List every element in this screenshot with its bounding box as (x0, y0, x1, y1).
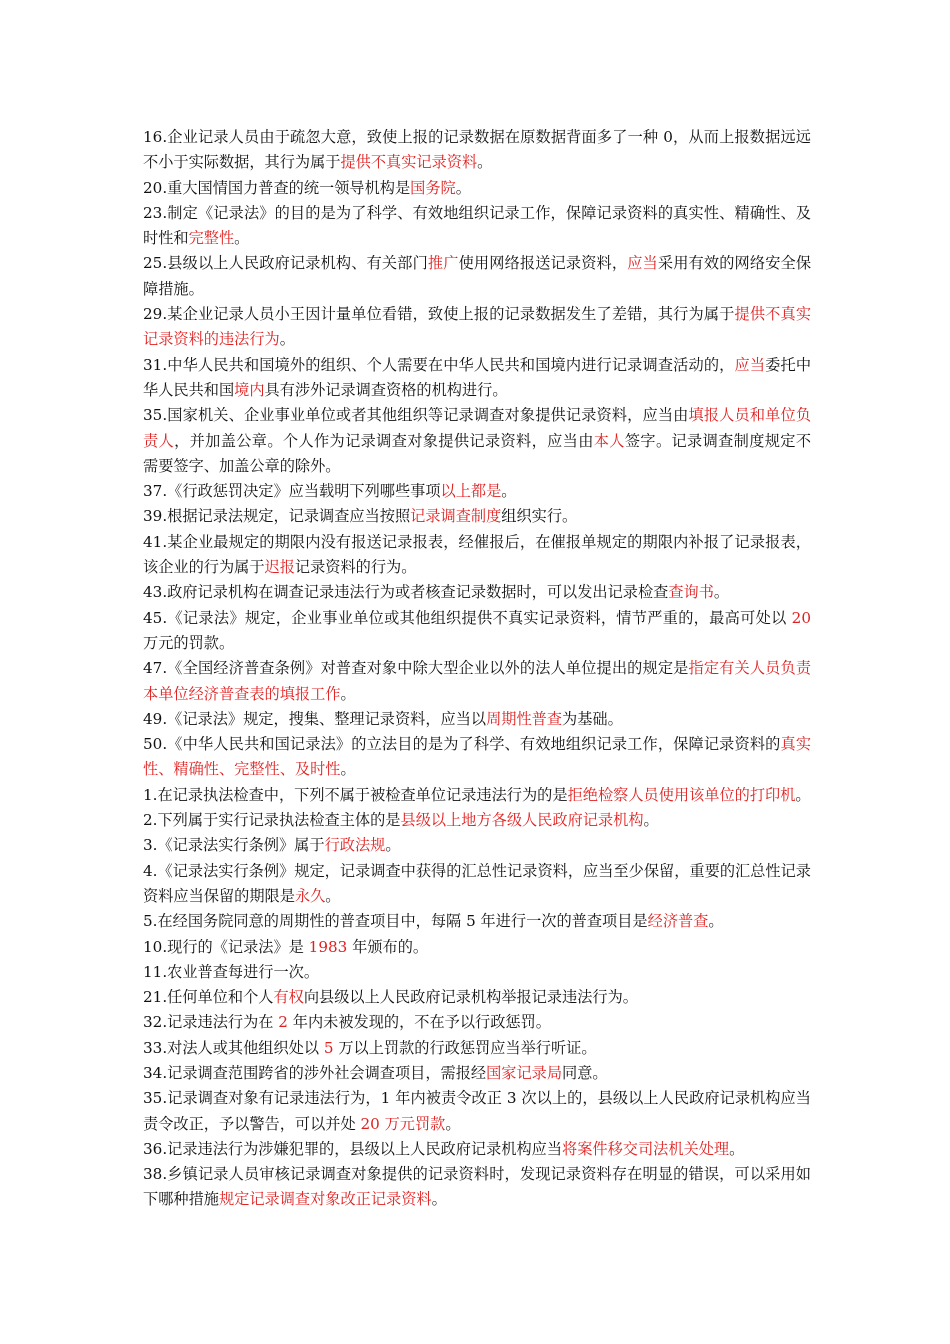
question-text: 年内未被发现的，不在予以行政惩罚。 (287, 1013, 551, 1032)
question-paragraph (143, 580, 811, 605)
question-text: 记录资料的行为。 (294, 558, 417, 577)
answer-text: 国家记录局 (486, 1063, 563, 1082)
question-text: 采用有效的网络安全保障措施。 (143, 254, 812, 298)
question-paragraph (143, 1086, 811, 1137)
answer-text: 本人 (593, 431, 625, 450)
answer-text: 提供不真实记录资料 (340, 153, 478, 172)
question-text: 。 (279, 330, 295, 349)
question-paragraph (143, 201, 811, 252)
answer-text: 完整性 (188, 229, 235, 248)
question-text: 1.在记录执法检查中，下列不属于被检查单位记录违法行为的是 (143, 785, 568, 804)
question-text: 。 (501, 482, 517, 501)
question-paragraph (143, 504, 811, 529)
question-text: 43.政府记录机构在调查记录违法行为或者核查记录数据时，可以发出记录检查 (143, 583, 669, 602)
question-text: 。 (729, 1139, 745, 1158)
question-text: 36.记录违法行为涉嫌犯罪的，县级以上人民政府记录机构应当 (143, 1139, 563, 1158)
document-page (143, 125, 811, 1213)
question-text: 。 (477, 153, 493, 172)
question-paragraph (143, 1036, 811, 1061)
question-text: 25.县级以上人民政府记录机构、有关部门 (143, 254, 428, 273)
answer-text: 应当 (734, 355, 766, 374)
answer-text: 境内 (234, 380, 265, 399)
question-paragraph (143, 479, 811, 504)
question-text: 33.对法人或其他组织处以 (143, 1038, 324, 1057)
answer-text: 5 (323, 1038, 334, 1057)
answer-text: 行政法规 (324, 836, 386, 855)
question-text: 委托中华人民共和国 (143, 355, 812, 399)
question-paragraph (143, 251, 811, 302)
question-paragraph (143, 833, 811, 858)
question-text: 10.现行的《记录法》是 (143, 937, 309, 956)
question-paragraph (143, 656, 811, 707)
question-text: 37.《行政惩罚决定》应当载明下列哪些事项 (143, 482, 441, 501)
question-text: 45.《记录法》规定，企业事业单位或其他组织提供不真实记录资料，情节严重的，最高可处以 (143, 608, 792, 627)
question-paragraph (143, 1061, 811, 1086)
question-text: 。 (431, 1190, 447, 1209)
question-text: 4.《记录法实行条例》规定，记录调查中获得的汇总性记录资料，应当至少保留，重要的汇总性记录资料应当保留的期限是 (143, 861, 811, 905)
question-paragraph (143, 125, 811, 176)
question-paragraph (143, 909, 811, 934)
question-paragraph (143, 176, 811, 201)
question-text: 。 (340, 760, 356, 779)
question-paragraph (143, 302, 811, 353)
answer-text: 提供不真实记录资料的违法行为 (143, 305, 812, 349)
question-paragraph (143, 403, 811, 479)
question-text: 35.国家机关、企业事业单位或者其他组织等记录调查对象提供记录资料，应当由 (143, 406, 689, 425)
question-text: 23.制定《记录法》的目的是为了科学、有效地组织记录工作，保障记录资料的真实性、精确性、及时性和 (143, 203, 811, 248)
question-text: 。 (708, 912, 724, 931)
answer-text: 永久 (294, 886, 326, 905)
question-text: 组织实行。 (501, 507, 578, 526)
answer-text: 20 (791, 608, 811, 627)
question-text: 29.某企业记录人员小王因计量单位看错，致使上报的记录数据发生了差错，其行为属于 (143, 305, 735, 324)
question-text: ，并加盖公章。个人作为记录调查对象提供记录资料，应当由 (174, 431, 594, 450)
question-text: 。 (713, 583, 730, 602)
question-text: 。 (234, 229, 250, 248)
answer-text: 县级以上地方各级人民政府记录机构 (400, 811, 644, 830)
answer-text: 有权 (273, 988, 304, 1007)
question-paragraph (143, 1137, 811, 1162)
answer-text: 规定记录调查对象改正记录资料 (218, 1190, 432, 1209)
question-text: 11.农业普查每进行一次。 (143, 962, 320, 981)
question-text: 。 (340, 684, 356, 703)
question-text: 38.乡镇记录人员审核记录调查对象提供的记录资料时，发现记录资料存在明显的错误，可以采用如下哪种措施 (143, 1165, 811, 1209)
question-text: 41.某企业最规定的期限内没有报送记录报表，经催报后，在催报单规定的期限内补报了记录报表，该企业的行为属于 (143, 532, 811, 577)
answer-text: 国务院 (410, 178, 456, 197)
question-text: 34.记录调查范围跨省的涉外社会调查项目，需报经 (143, 1063, 487, 1082)
question-text: 35.记录调查对象有记录违法行为，1 年内被责令改正 3 次以上的，县级以上人民政府记录机构应当责令改正，予以警告，可以并处 (143, 1089, 811, 1133)
question-text: 万元的罚款。 (143, 633, 235, 652)
question-text: 具有涉外记录调查资格的机构进行。 (264, 380, 508, 399)
answer-text: 20 万元罚款 (360, 1114, 446, 1133)
question-paragraph (143, 732, 811, 783)
answer-text: 指定有关人员负责本单位经济普查表的填报工作 (143, 659, 812, 703)
question-paragraph (143, 985, 811, 1010)
answer-text: 2 (278, 1013, 288, 1032)
question-text: 3.《记录法实行条例》属于 (143, 836, 325, 855)
question-text: 20.重大国情国力普查的统一领导机构是 (143, 178, 411, 197)
answer-text: 记录调查制度 (410, 507, 502, 526)
question-paragraph (143, 606, 811, 657)
question-paragraph (143, 783, 811, 808)
question-text: 39.根据记录法规定，记录调查应当按照 (143, 507, 411, 526)
question-text: 。 (643, 811, 659, 830)
question-text: 5.在经国务院同意的周期性的普查项目中，每隔 5 年进行一次的普查项目是 (143, 912, 648, 931)
question-paragraph (143, 935, 811, 960)
question-text: 21.任何单位和个人 (143, 988, 274, 1007)
question-paragraph (143, 1010, 811, 1035)
question-paragraph (143, 530, 811, 581)
question-text: 50.《中华人民共和国记录法》的立法目的是为了科学、有效地组织记录工作，保障记录资料的 (143, 735, 781, 754)
question-text: 万以上罚款的行政惩罚应当举行听证。 (333, 1038, 597, 1057)
question-text: 为基础。 (562, 709, 623, 728)
question-text: 47.《全国经济普查条例》对普查对象中除大型企业以外的法人单位提出的规定是 (143, 659, 689, 678)
question-paragraph (143, 707, 811, 732)
answer-text: 迟报 (264, 558, 295, 577)
question-text: 32.记录违法行为在 (143, 1013, 279, 1032)
question-paragraph (143, 808, 811, 833)
question-paragraph (143, 960, 811, 985)
answer-text: 以上都是 (440, 482, 502, 501)
question-text: 年颁布的。 (347, 937, 429, 956)
question-paragraph (143, 1162, 811, 1213)
answer-text: 推广 (427, 254, 459, 273)
question-text: 。 (325, 886, 341, 905)
question-text: 。 (385, 836, 401, 855)
question-text: 。 (445, 1114, 461, 1133)
question-text: 16.企业记录人员由于疏忽大意，致使上报的记录数据在原数据背面多了一种 0，从而上报数据远远不小于实际数据，其行为属于 (143, 128, 811, 172)
question-text: 2.下列属于实行记录执法检查主体的是 (143, 811, 401, 830)
answer-text: 拒绝检察人员使用该单位的打印机 (567, 785, 796, 804)
answer-text: 填报人员和单位负责人 (143, 406, 812, 450)
answer-text: 经济普查 (647, 912, 709, 931)
question-text: 49.《记录法》规定，搜集、整理记录资料，应当以 (143, 709, 487, 728)
question-text: 同意。 (562, 1063, 608, 1082)
answer-text: 1983 (308, 937, 348, 956)
question-text: 。 (795, 785, 811, 804)
question-text: 签字。记录调查制度规定不需要签字、加盖公章的除外。 (143, 431, 812, 475)
question-paragraph (143, 859, 811, 910)
answer-text: 周期性普查 (486, 709, 563, 728)
question-text: 使用网络报送记录资料， (458, 254, 628, 273)
answer-text: 真实性、精确性、完整性、及时性 (143, 735, 812, 779)
question-text: 向县级以上人民政府记录机构举报记录违法行为。 (303, 988, 638, 1007)
answer-text: 查询书 (668, 583, 714, 602)
answer-text: 将案件移交司法机关处理 (562, 1139, 730, 1158)
question-paragraph (143, 353, 811, 404)
question-text: 。 (455, 178, 471, 197)
answer-text: 应当 (627, 254, 658, 273)
question-text: 31.中华人民共和国境外的组织、个人需要在中华人民共和国境内进行记录调查活动的， (143, 355, 735, 374)
